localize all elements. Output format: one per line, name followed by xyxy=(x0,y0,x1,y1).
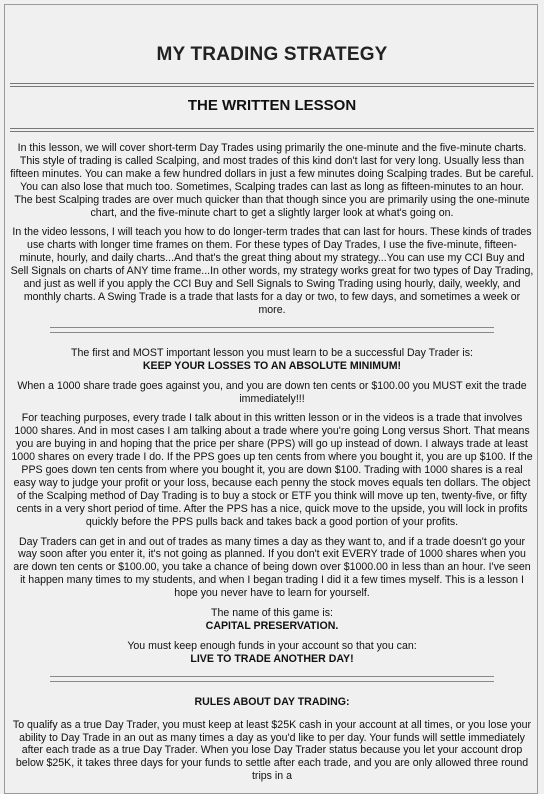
subtitle-divider-top xyxy=(10,128,534,129)
paragraph-first-lesson xyxy=(10,347,534,373)
rules-heading: RULES ABOUT DAY TRADING: xyxy=(194,695,350,708)
title-divider-bottom xyxy=(10,86,534,87)
paragraph-game-name xyxy=(10,607,534,633)
lesson-content xyxy=(10,142,534,790)
section-divider-rules xyxy=(50,676,494,682)
paragraph-rules: To qualify as a true Day Trader, you must keep at least $25K cash in your account at all times, or you lose your ability to Day Trade in an out as many times a day as you'd like to per day. Your funds will settle immediately after each trade as a true Day Trader. When you lose Day Trader status because you let your account drop below $25K, it takes three days for your funds to settle after each trade, and you are only allowed three round trips in a xyxy=(12,718,532,783)
subtitle-divider-bottom xyxy=(10,131,534,132)
lesson-subtitle: THE WRITTEN LESSON xyxy=(187,97,357,114)
paragraph-scalping-intro: In this lesson, we will cover short-term Day Trades using primarily the one-minute and the five-minute charts. This style of trading is called Scalping, and most trades of this kind don't last for very long. Usually less than fifteen minutes. You can make a few hundred dollars in just a few minutes doing Scalping trades. But be careful. You can also lose that much too. Sometimes, Scalping trades can last as long as fifteen-minutes to an hour. The best Scalping trades are over much quicker than that though since you are primarily using the one-minute chart, and the five-minute chart to get a slightly larger look at what's going on. xyxy=(10,142,534,219)
paragraph-teaching-purposes: For teaching purposes, every trade I talk about in this written lesson or in the videos is a trade that involves 1000 shares. And in most cases I am talking about a trade where you're going Long versus Short. That means you are buying in and hoping that the price per share (PPS) will go up instead of down. I always trade at least 1000 shares on every trade I do. If the PPS goes up ten cents from where you bought it, you are up $100. If the PPS goes down ten cents from where you bought it, you are down $100. Trading with 1000 shares is a real easy way to judge your profit or your loss, because each penny the stock moves equals ten dollars. The object of the Scalping method of Day Trading is to buy a stock or ETF you think will move up ten, twenty-five, or fifty cents in a very short period of time. After the PPS has a nice, quick move to the upside, you will lock in profits quickly before the PPS pulls back and takes back a good portion of your profits. xyxy=(11,412,533,528)
paragraph-day-traders: Day Traders can get in and out of trades as many times a day as they want to, and if a trade doesn't go your way soon after you enter it, it's not going as planned. If you don't exit EVERY trade of 1000 shares when you are down ten cents or $100.00, you take a chance of being down over $1000.00 in less than an hour. I've seen it happen many times to my students, and when I began trading I did it a few times myself. This is a lesson I hope you never have to learn for yourself. xyxy=(13,535,531,600)
paragraph-keep-funds xyxy=(10,640,534,666)
game-name-intro: The name of this game is: xyxy=(211,607,333,620)
paragraph-video-lessons: In the video lessons, I will teach you how to do longer-term trades that can last for hours. These kinds of trades use charts with longer time frames on them. For these types of Day Trades, I use the five-minute, fifteen-minute, hourly, and daily charts...And that's the great thing about my strategy...You can use my CCI Buy and Sell Signals on charts of ANY time frame...In other words, my strategy works great for two types of Day Trading, and just as well if you apply the CCI Buy and Sell Signals to Swing Trading using hourly, daily, weekly, and monthly charts. A Swing Trade is a trade that lasts for a day or two, to few days, and sometimes a week or more. xyxy=(10,226,534,316)
keep-funds-value: LIVE TO TRADE ANOTHER DAY! xyxy=(190,652,354,665)
paragraph-exit-rule: When a 1000 share trade goes against you, and you are down ten cents or $100.00 you MUST exit the trade immediately!!! xyxy=(17,379,527,405)
section-divider xyxy=(50,327,494,333)
title-divider-top xyxy=(10,83,534,84)
game-name-value: CAPITAL PRESERVATION. xyxy=(205,620,339,632)
page-title: MY TRADING STRATEGY xyxy=(156,44,388,65)
first-lesson-rule: KEEP YOUR LOSSES TO AN ABSOLUTE MINIMUM! xyxy=(142,359,402,372)
first-lesson-intro: The first and MOST important lesson you must learn to be a successful Day Trader is: xyxy=(71,346,473,359)
keep-funds-intro: You must keep enough funds in your account so that you can: xyxy=(127,639,417,652)
